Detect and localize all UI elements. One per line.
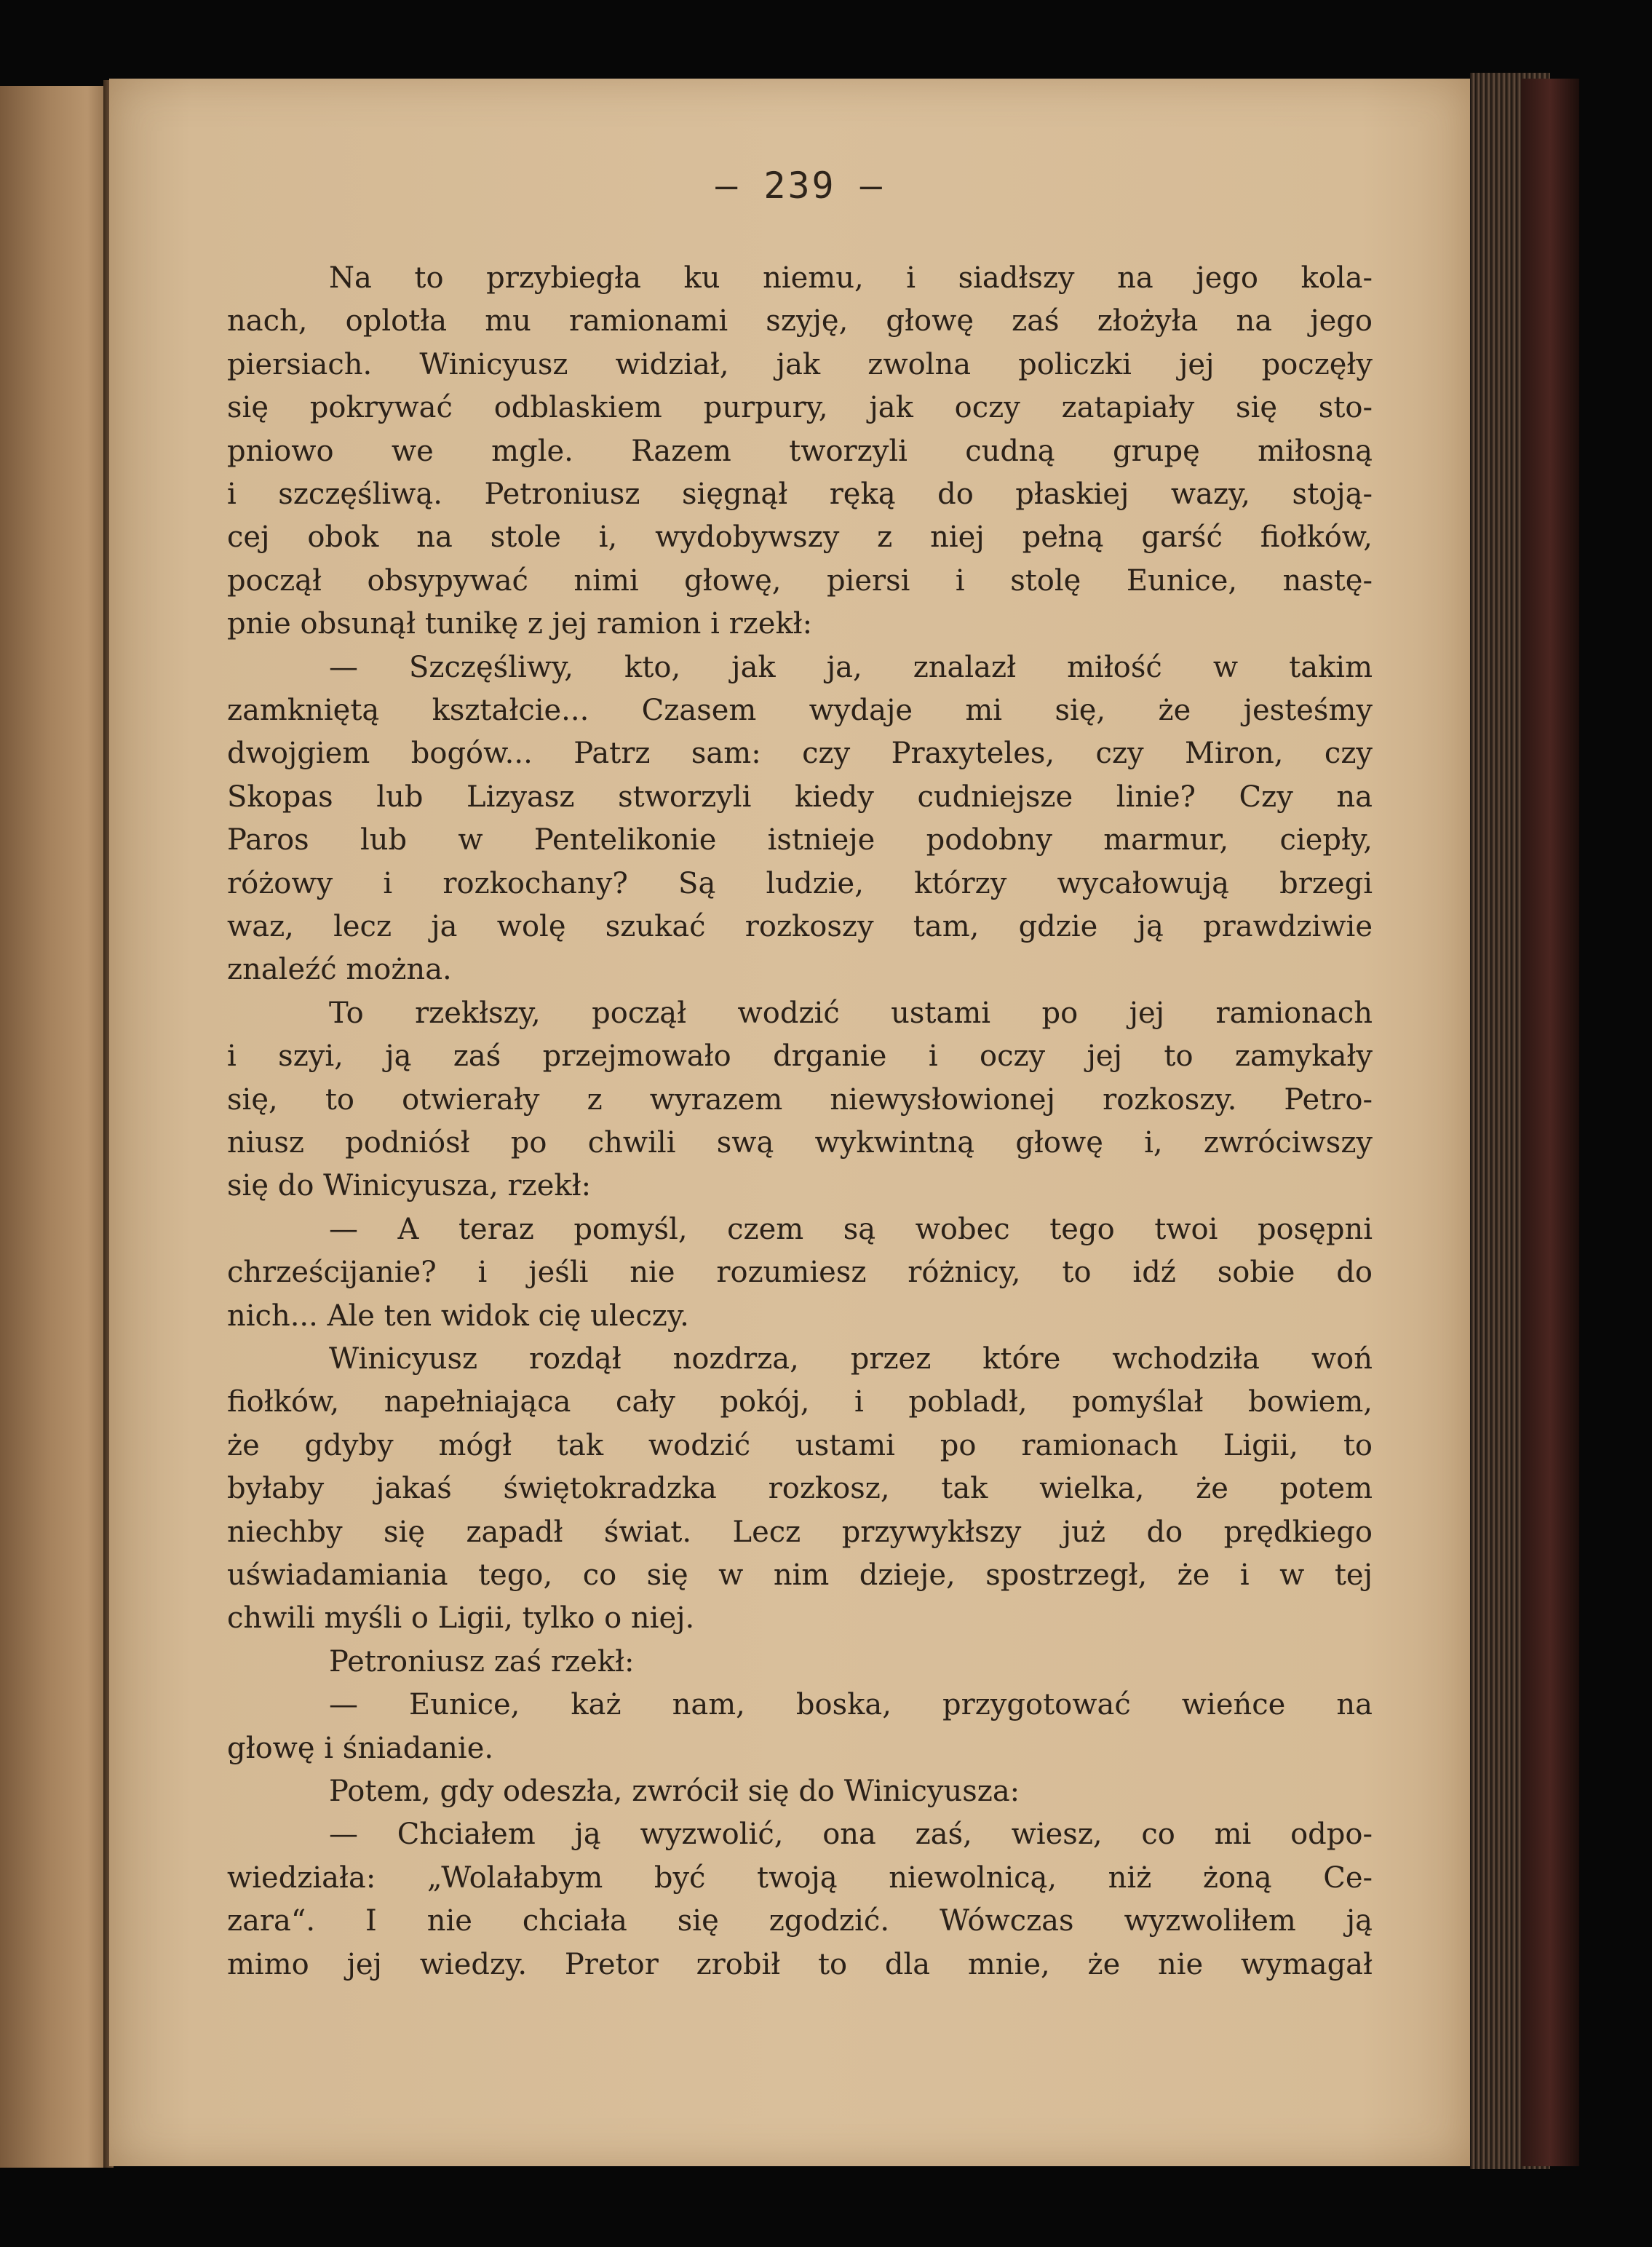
text-line: To rzekłszy, począł wodzić ustami po jej ramionach [329,996,1373,1030]
text-line: uświadamiania tego, co się w nim dzieje, spostrzegł, że i w tej [227,1558,1373,1592]
text-line: fiołków, napełniająca cały pokój, i pobladł, pomyślał bowiem, [227,1385,1373,1419]
text-line: wiedziała: „Wolałabym być twoją niewolnicą, niż żoną Ce- [227,1860,1373,1895]
book-cover-edge [1521,79,1579,2166]
text-line: Winicyusz rozdął nozdrza, przez które wchodziła woń [329,1342,1373,1376]
text-line: różowy i rozkochany? Są ludzie, którzy wycałowują brzegi [227,866,1373,900]
text-line: się pokrywać odblaskiem purpury, jak oczy zatapiały się sto- [227,391,1373,425]
text-line: się, to otwierały z wyrazem niewysłowionej rozkoszy. Petro- [227,1082,1373,1117]
text-line: chwili myśli o Ligii, tylko o niej. [227,1601,695,1636]
text-line: nich... Ale ten widok cię uleczy. [227,1299,689,1333]
text-line: Petroniusz zaś rzekł: [329,1644,635,1679]
text-line: niusz podniósł po chwili swą wykwintną głowę i, zwróciwszy [227,1126,1373,1160]
text-line: — Eunice, każ nam, boska, przygotować wieńce na [329,1688,1373,1722]
text-line: — A teraz pomyśl, czem są wobec tego twoi posępni [329,1212,1373,1246]
left-page-edge [0,86,109,2168]
text-line: — Chciałem ją wyzwolić, ona zaś, wiesz, co mi odpo- [329,1818,1373,1852]
text-line: pnie obsunął tunikę z jej ramion i rzekł: [227,607,813,641]
text-line: Paros lub w Pentelikonie istnieje podobny marmur, ciepły, [227,823,1373,857]
text-line: pniowo we mgle. Razem tworzyli cudną grupę miłosną [227,434,1373,468]
text-line: piersiach. Winicyusz widział, jak zwolna policzki jej poczęły [227,347,1373,381]
text-line: Potem, gdy odeszła, zwrócił się do Winicyusza: [329,1775,1020,1808]
text-line: głowę i śniadanie. [227,1731,494,1765]
text-line: znaleźć można. [227,953,452,987]
book-page [109,79,1470,2166]
text-line: chrześcijanie? i jeśli nie rozumiesz różnicy, to idź sobie do [227,1256,1373,1290]
text-line: byłaby jakaś świętokradzka rozkosz, tak wielka, że potem [227,1472,1373,1506]
text-line: zara“. I nie chciała się zgodzić. Wówczas wyzwoliłem ją [227,1904,1373,1938]
text-line: dwojgiem bogów... Patrz sam: czy Praxyteles, czy Miron, czy [227,737,1373,771]
text-line: Skopas lub Lizyasz stworzyli kiedy cudniejsze linie? Czy na [227,780,1373,814]
text-line: że gdyby mógł tak wodzić ustami po ramionach Ligii, to [227,1428,1373,1462]
text-line: waz, lecz ja wolę szukać rozkoszy tam, gdzie ją prawdziwie [227,910,1373,943]
text-line: nach, oplotła mu ramionami szyję, głowę zaś złożyła na jego [227,304,1373,338]
text-line: się do Winicyusza, rzekł: [227,1169,592,1203]
text-line: począł obsypywać nimi głowę, piersi i stolę Eunice, nastę- [227,563,1373,598]
text-line: i szczęśliwą. Petroniusz sięgnął ręką do płaskiej wazy, stoją- [227,477,1373,511]
text-line: Na to przybiegła ku niemu, i siadłszy na jego kola- [329,261,1373,295]
text-line: — Szczęśliwy, kto, jak ja, znalazł miłość w takim [329,650,1373,684]
text-line: i szyi, ją zaś przejmowało drganie i oczy jej to zamykały [227,1039,1373,1074]
page-number: — 239 — [715,165,884,207]
text-line: niechby się zapadł świat. Lecz przywykłszy już do prędkiego [227,1515,1373,1549]
text-line: mimo jej wiedzy. Pretor zrobił to dla mnie, że nie wymagał [227,1947,1373,1981]
text-line: cej obok na stole i, wydobywszy z niej pełną garść fiołków, [227,520,1373,555]
text-line: zamkniętą kształcie... Czasem wydaje mi się, że jesteśmy [227,694,1373,727]
